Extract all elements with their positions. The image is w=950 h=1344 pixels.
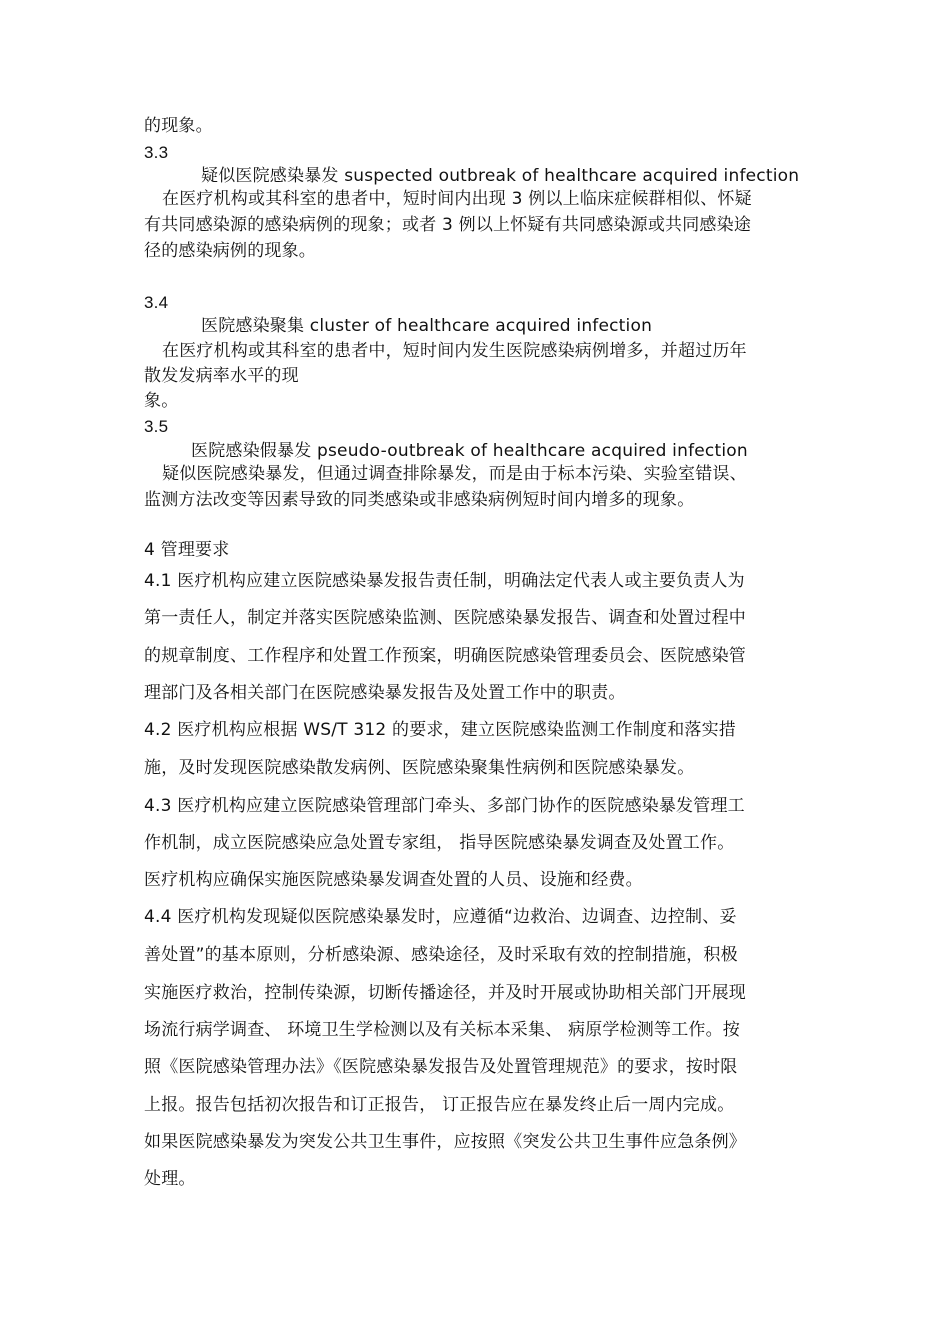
text-line: 有共同感染源的感染病例的现象；或者 3 例以上怀疑有共同感染源或共同感染途 bbox=[144, 215, 752, 235]
section-heading-4: 4 管理要求 bbox=[144, 540, 230, 560]
clause-4-1-line: 的规章制度、工作程序和处置工作预案，明确医院感染管理委员会、医院感染管 bbox=[144, 646, 746, 666]
clause-4-4-line: 如果医院感染暴发为突发公共卫生事件，应按照《突发公共卫生事件应急条例》 bbox=[144, 1132, 746, 1152]
clause-4-3-line: 医疗机构应确保实施医院感染暴发调查处置的人员、设施和经费。 bbox=[144, 870, 643, 890]
term-heading-3-5: 医院感染假暴发 pseudo-outbreak of healthcare acquired infection bbox=[191, 441, 748, 461]
clause-4-4-line: 善处置”的基本原则，分析感染源、感染途径，及时采取有效的控制措施，积极 bbox=[144, 945, 738, 965]
text-line: 在医疗机构或其科室的患者中，短时间内出现 3 例以上临床症候群相似、怀疑 bbox=[162, 189, 752, 209]
term-heading-3-4: 医院感染聚集 cluster of healthcare acquired infection bbox=[201, 316, 653, 336]
clause-4-4-line: 4.4 医疗机构发现疑似医院感染暴发时，应遵循“边救治、边调查、边控制、妥 bbox=[144, 907, 737, 927]
clause-4-1-line: 4.1 医疗机构应建立医院感染暴发报告责任制，明确法定代表人或主要负责人为 bbox=[144, 571, 745, 591]
clause-4-1-line: 第一责任人，制定并落实医院感染监测、医院感染暴发报告、调查和处置过程中 bbox=[144, 608, 746, 628]
text-line: 在医疗机构或其科室的患者中，短时间内发生医院感染病例增多，并超过历年 bbox=[162, 341, 747, 361]
clause-4-2-line: 施，及时发现医院感染散发病例、医院感染聚集性病例和医院感染暴发。 bbox=[144, 758, 695, 778]
clause-4-4-line: 处理。 bbox=[144, 1169, 196, 1189]
text-line: 象。 bbox=[144, 391, 179, 411]
clause-4-4-line: 上报。报告包括初次报告和订正报告， 订正报告应在暴发终止后一周内完成。 bbox=[144, 1095, 735, 1115]
clause-4-3-line: 4.3 医疗机构应建立医院感染管理部门牵头、多部门协作的医院感染暴发管理工 bbox=[144, 796, 745, 816]
clause-4-4-line: 照《医院感染管理办法》《医院感染暴发报告及处置管理规范》的要求，按时限 bbox=[144, 1057, 738, 1077]
clause-4-3-line: 作机制，成立医院感染应急处置专家组， 指导医院感染暴发调查及处置工作。 bbox=[144, 833, 735, 853]
text-line: 疑似医院感染暴发，但通过调查排除暴发，而是由于标本污染、实验室错误、 bbox=[162, 464, 747, 484]
clause-4-4-line: 场流行病学调查、 环境卫生学检测以及有关标本采集、 病原学检测等工作。按 bbox=[144, 1020, 741, 1040]
text-line: 监测方法改变等因素导致的同类感染或非感染病例短时间内增多的现象。 bbox=[144, 490, 695, 510]
text-line: 散发发病率水平的现 bbox=[144, 366, 299, 386]
term-heading-3-3: 疑似医院感染暴发 suspected outbreak of healthcare acquired infection bbox=[201, 166, 800, 186]
clause-4-4-line: 实施医疗救治，控制传染源，切断传播途径，并及时开展或协助相关部门开展现 bbox=[144, 983, 746, 1003]
text-line: 径的感染病例的现象。 bbox=[144, 241, 316, 261]
clause-4-1-line: 理部门及各相关部门在医院感染暴发报告及处置工作中的职责。 bbox=[144, 683, 626, 703]
section-number-3-5: 3.5 bbox=[144, 417, 169, 436]
section-number-3-3: 3.3 bbox=[144, 143, 169, 162]
clause-4-2-line: 4.2 医疗机构应根据 WS/T 312 的要求，建立医院感染监测工作制度和落实措 bbox=[144, 720, 737, 740]
section-number-3-4: 3.4 bbox=[144, 293, 169, 312]
text-line: 的现象。 bbox=[144, 116, 213, 136]
